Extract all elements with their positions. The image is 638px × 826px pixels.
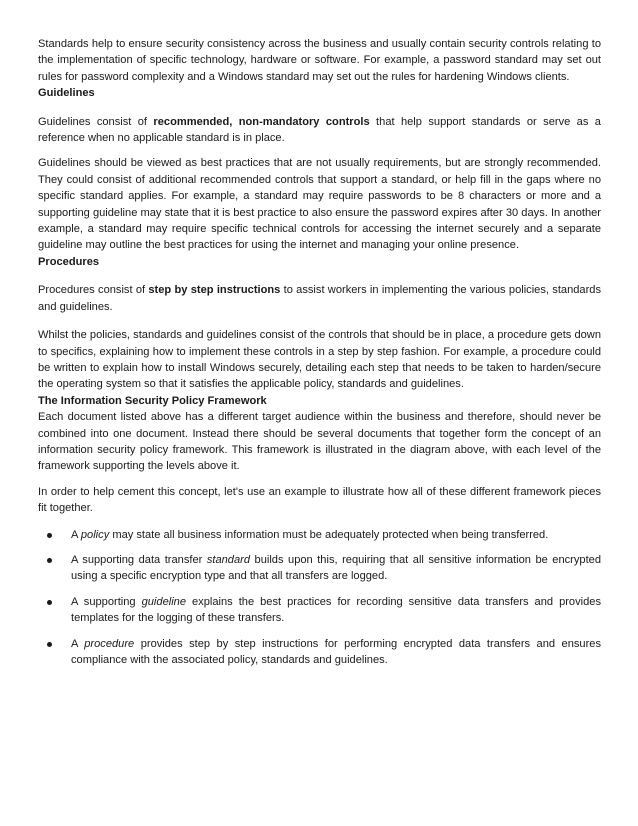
procedures-definition-text: Procedures consist of — [38, 284, 149, 297]
bullet-text: A supporting — [71, 595, 142, 608]
bullet-icon — [47, 600, 52, 605]
procedures-definition-text-end: to assist workers in implementing the various policies, standards and guidelines. — [38, 284, 601, 313]
guidelines-definition-text: Guidelines consist of — [38, 115, 154, 128]
bullet-italic-term: policy — [80, 528, 110, 541]
standards-intro-paragraph: Standards help to ensure security consistency across the business and usually contain security controls relating to the implementation of specific technology, hardware or software. For example, a password standard may set out rules for password complexity and a Windows standard may set out the rules for hardening Windows clients. — [38, 38, 601, 83]
bullet-text-end: explains the best practices for recording sensitive data transfers and provides templates for the logging of these transfers. — [71, 595, 601, 625]
list-item — [38, 636, 601, 669]
bullet-italic-term: standard — [206, 553, 251, 566]
bullet-italic-term: guideline — [141, 595, 187, 608]
bullet-text: A — [71, 637, 85, 650]
bullet-text: A — [71, 528, 81, 541]
bullet-text-end: builds upon this, requiring that all sensitive information be encrypted using a specific encryption type and that all transfers are logged. — [71, 553, 602, 583]
procedures-definition-paragraph — [38, 282, 601, 315]
guidelines-detail-paragraph: Guidelines should be viewed as best practices that are not usually requirements, but are strongly recommended. They could consist of additional recommended controls that support a standard, or help fill in the gaps where no specific standard applies. For example, a standard may require passwords to be 8 characters or more and a supporting guideline may state that it is best practice to also ensure the password expires after 30 days. In another example, a standard may require specific technical controls for accessing the internet securely and a separate guideline may outline the best practices for using the internet and managing your online presence. — [38, 157, 601, 252]
procedures-detail-paragraph: Whilst the policies, standards and guidelines consist of the controls that should be in place, a procedure gets down to specifics, explaining how to implement these controls in a step by step fashion. For example, a procedure could be written to explain how to install Windows securely, detailing each step that needs to be taken to harden/secure the operating system so that it satisfies the applicable policy, standards and guidelines. — [38, 329, 601, 391]
bullet-text-end: provides step by step instructions for performing encrypted data transfers and ensures compliance with the associated policy, standards and guidelines. — [71, 637, 601, 666]
guidelines-definition-text-end: that help support standards or serve as a reference when no applicable standard is in place. — [38, 115, 601, 145]
framework-paragraph: Each document listed above has a different target audience within the business and therefore, should never be combined into one document. Instead there should be several documents that together form the concept of an information security policy framework. This framework is illustrated in the diagram above, with each level of the framework supporting the levels above it. — [38, 411, 601, 473]
procedures-definition-bold: step by step instructions — [148, 284, 281, 297]
list-item — [38, 552, 601, 585]
list-item — [38, 527, 601, 543]
procedures-heading: Procedures — [38, 255, 100, 268]
bullet-icon — [47, 558, 52, 563]
list-item — [38, 594, 601, 627]
bullet-icon — [47, 533, 52, 538]
bullet-text-end: may state all business information must be adequately protected when being transferred. — [109, 528, 549, 541]
bullet-italic-term: procedure — [84, 637, 135, 650]
guidelines-definition-paragraph — [38, 114, 601, 147]
example-bullet-list — [38, 527, 601, 669]
bullet-text: A supporting data transfer — [71, 553, 207, 566]
bullet-icon — [47, 642, 52, 647]
guidelines-heading: Guidelines — [38, 87, 95, 100]
guidelines-definition-bold: recommended, non-mandatory controls — [153, 115, 370, 128]
framework-example-intro: In order to help cement this concept, let's use an example to illustrate how all of these different framework pieces fit together. — [38, 485, 601, 515]
framework-heading: The Information Security Policy Framework — [38, 394, 267, 407]
